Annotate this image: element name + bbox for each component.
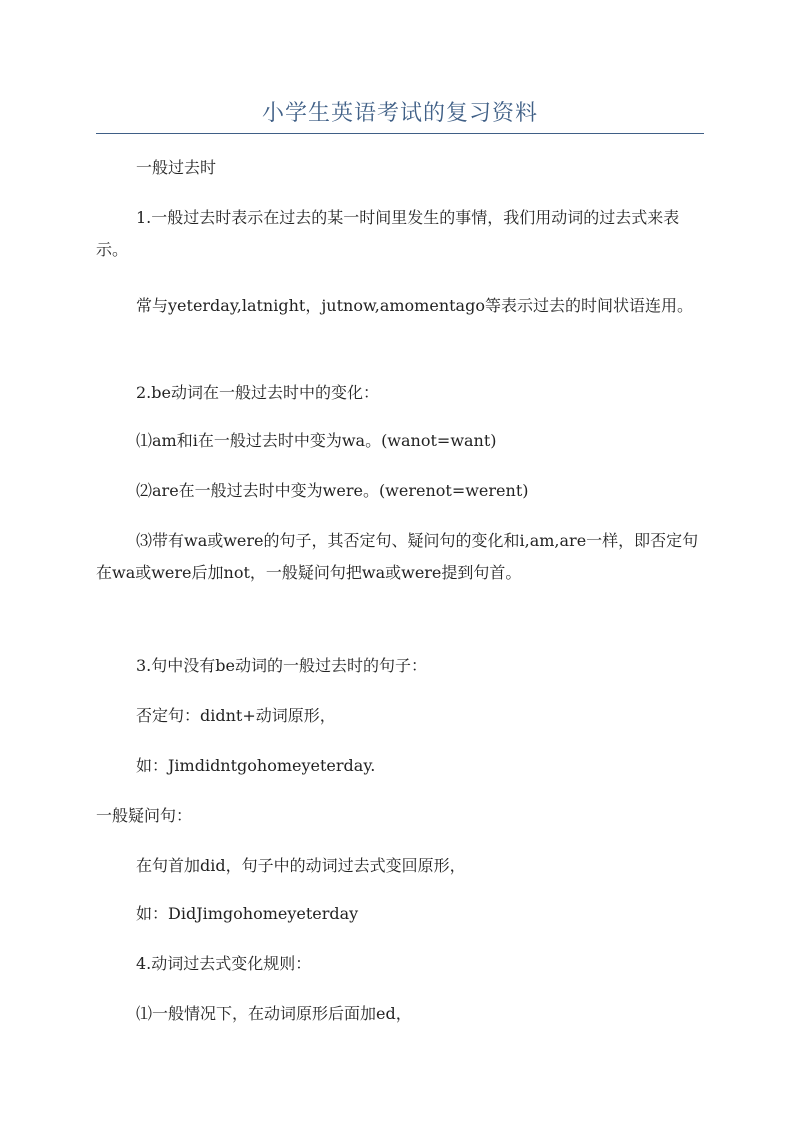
- paragraph-time-adverbials: 常与yeterday,latnight，jutnow,amomentago等表示过去的时间状语连用。: [136, 296, 693, 315]
- paragraph-rule-2: 2.be动词在一般过去时中的变化：: [136, 383, 379, 402]
- paragraph-negative-form: 否定句：didnt+动词原形，: [136, 706, 336, 725]
- paragraph-rule-4-item-1: ⑴一般情况下，在动词原形后面加ed，: [136, 1004, 412, 1023]
- paragraph-negative-example: 如：Jimdidntgohomeyeterday.: [136, 756, 376, 775]
- paragraph-question-example: 如：DidJimgohomeyeterday: [136, 904, 359, 923]
- paragraph-rule-4: 4.动词过去式变化规则：: [136, 954, 312, 973]
- paragraph-rule-2-item-2: ⑵are在一般过去时中变为were。(werenot=werent): [136, 481, 529, 500]
- paragraph-rule-1: 1.一般过去时表示在过去的某一时间里发生的事情，我们用动词的过去式来表示。: [96, 208, 680, 259]
- paragraph-question-heading: 一般疑问句：: [96, 806, 193, 825]
- paragraph-question-form: 在句首加did，句子中的动词过去式变回原形，: [136, 856, 466, 875]
- paragraph-rule-3: 3.句中没有be动词的一般过去时的句子：: [136, 656, 427, 675]
- paragraph-rule-2-item-3: ⑶带有wa或were的句子，其否定句、疑问句的变化和i,am,are一样，即否定句在wa或were后加not，一般疑问句把wa或were提到句首。: [96, 531, 699, 582]
- section-heading-past-tense: 一般过去时: [136, 158, 217, 177]
- title-underline: [96, 133, 704, 134]
- paragraph-rule-2-item-1: ⑴am和i在一般过去时中变为wa。(wanot=want): [136, 431, 497, 450]
- document-title: 小学生英语考试的复习资料: [261, 101, 538, 126]
